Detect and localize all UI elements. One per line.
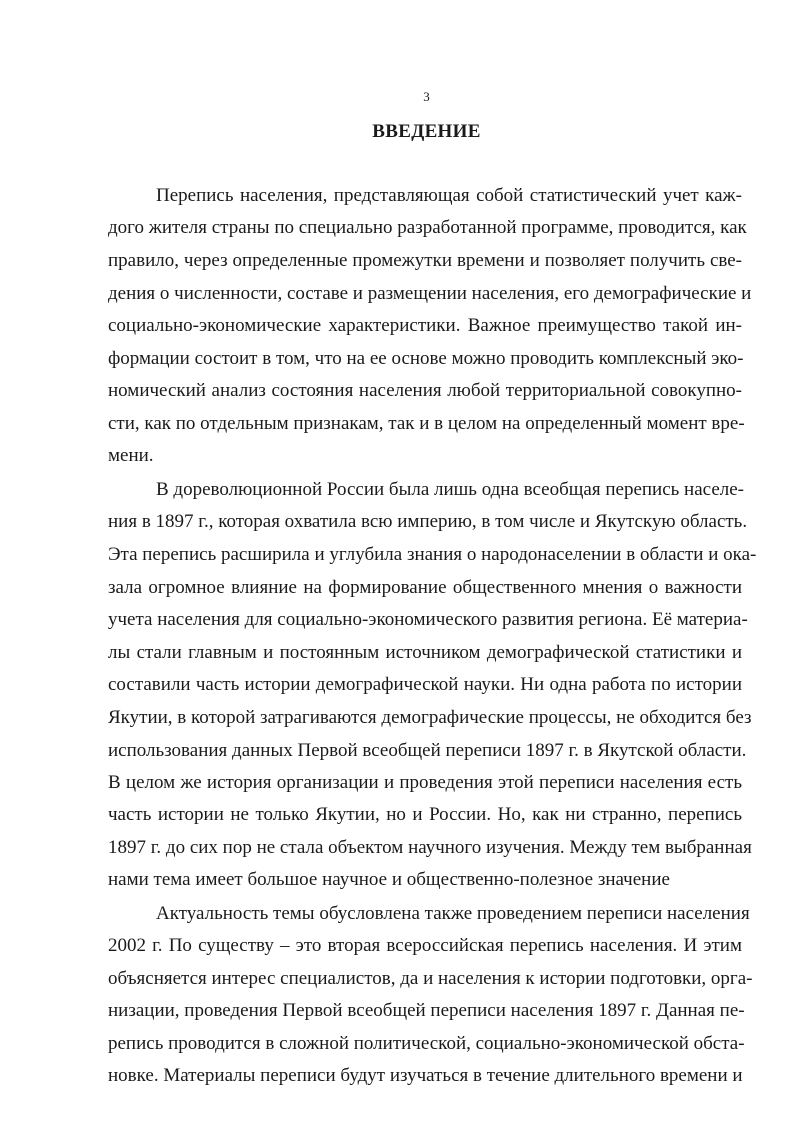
text-line: дения о численности, составе и размещении населения, его демографические и — [108, 283, 752, 304]
text-line: дого жителя страны по специально разработанной программе, проводится, как — [108, 217, 747, 238]
text-line: 2002 г. По существу – это вторая всероссийская перепись населения. И этим — [108, 935, 742, 956]
text-line: часть истории не только Якутии, но и России. Но, как ни странно, перепись — [108, 804, 742, 825]
text-line: Эта перепись расширила и углубила знания о народонаселении в области и ока- — [108, 544, 757, 565]
text-line: мени. — [108, 445, 154, 466]
page-number: 3 — [423, 89, 430, 104]
text-line: зала огромное влияние на формирование общественного мнения о важности — [108, 577, 742, 598]
text-line: новке. Материалы переписи будут изучаться в течение длительного времени и — [108, 1065, 743, 1086]
text-line: социально-экономические характеристики. Важное преимущество такой ин- — [108, 315, 742, 336]
text-line: объясняется интерес специалистов, да и населения к истории подготовки, орга- — [108, 968, 753, 989]
text-line: В дореволюционной России была лишь одна всеобщая перепись населе- — [156, 479, 744, 500]
text-line: Актуальность темы обусловлена также проведением переписи населения — [156, 903, 750, 924]
text-line: Якутии, в которой затрагиваются демографические процессы, не обходится без — [108, 707, 752, 728]
text-line: учета населения для социально-экономического развития региона. Её материа- — [108, 609, 748, 630]
text-line: репись проводится в сложной политической, социально-экономической обста- — [108, 1033, 745, 1054]
text-line: ния в 1897 г., которая охватила всю империю, в том числе и Якутскую область. — [108, 511, 748, 532]
text-line: Перепись населения, представляющая собой статистический учет каж- — [156, 185, 742, 206]
text-line: формации состоит в том, что на ее основе можно проводить комплексный эко- — [108, 348, 744, 369]
text-line: В целом же история организации и проведения этой переписи населения есть — [108, 772, 742, 793]
text-line: номический анализ состояния населения любой территориальной совокупно- — [108, 380, 742, 401]
page-title: ВВЕДЕНИЕ — [372, 121, 481, 142]
text-line: сти, как по отдельным признакам, так и в целом на определенный момент вре- — [108, 413, 745, 434]
text-line: использования данных Первой всеобщей переписи 1897 г. в Якутской области. — [108, 740, 747, 761]
text-line: правило, через определенные промежутки времени и позволяет получить све- — [108, 250, 742, 271]
text-line: составили часть истории демографической науки. Ни одна работа по истории — [108, 674, 742, 695]
text-line: 1897 г. до сих пор не стала объектом научного изучения. Между тем выбранная — [108, 837, 752, 858]
text-line: низации, проведения Первой всеобщей переписи населения 1897 г. Данная пе- — [108, 1000, 745, 1021]
text-line: нами тема имеет большое научное и общественно-полезное значение — [108, 869, 670, 890]
text-line: лы стали главным и постоянным источником демографической статистики и — [108, 642, 742, 663]
